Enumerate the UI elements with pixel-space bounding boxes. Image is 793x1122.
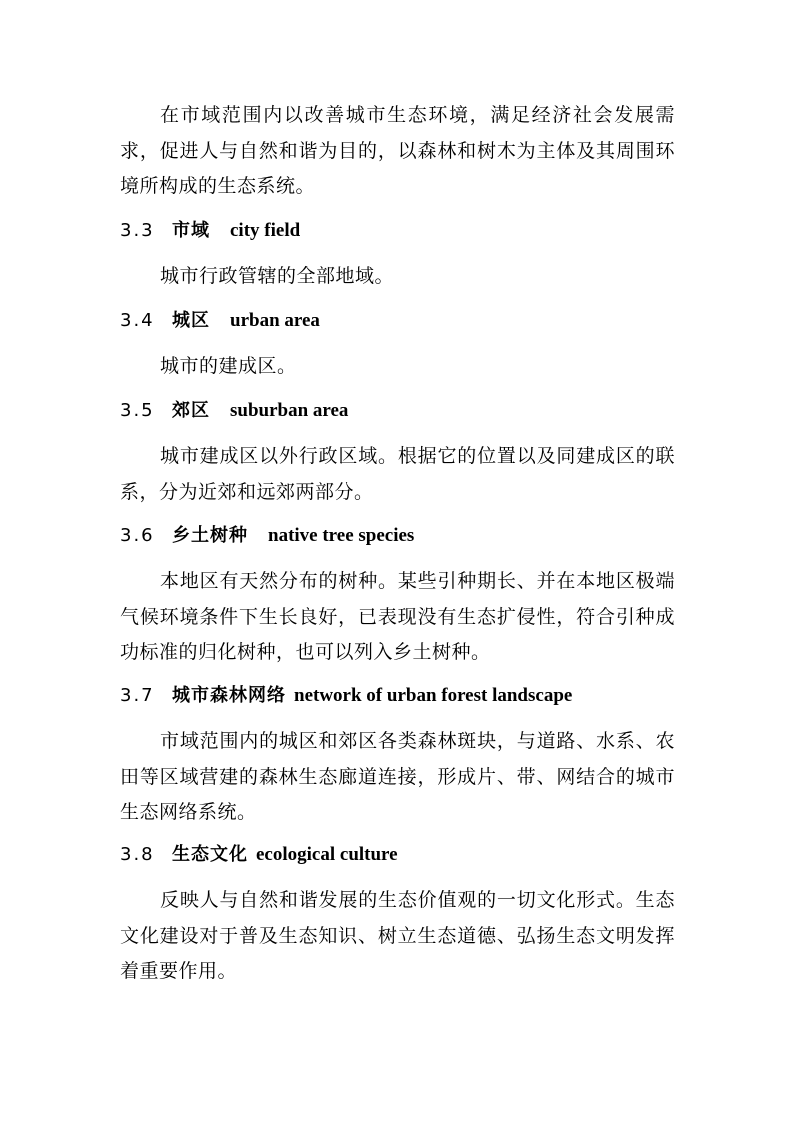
section-definition-3-4: 城市的建成区。 — [160, 355, 297, 377]
section-number: 3.5 — [120, 400, 155, 421]
section-number: 3.7 — [120, 685, 155, 706]
section-heading-3-3 — [120, 219, 300, 243]
term-english: native tree species — [268, 525, 415, 546]
term-chinese: 生态文化 — [172, 844, 248, 865]
section-heading-3-4 — [120, 309, 320, 333]
term-english: network of urban forest landscape — [294, 685, 573, 706]
section-heading-3-7 — [120, 684, 572, 708]
section-heading-3-8 — [120, 843, 398, 867]
section-number: 3.8 — [120, 844, 155, 865]
term-english: urban area — [230, 310, 320, 331]
section-number: 3.3 — [120, 220, 155, 241]
term-chinese: 郊区 — [172, 400, 210, 421]
intro-paragraph: 在市域范围内以改善城市生态环境，满足经济社会发展需求，促进人与自然和谐为目的，以森林和树木为主体及其周围环境所构成的生态系统。 — [120, 104, 675, 197]
term-english: ecological culture — [256, 844, 398, 865]
section-number: 3.6 — [120, 525, 155, 546]
section-definition-3-7: 市域范围内的城区和郊区各类森林斑块，与道路、水系、农田等区域营建的森林生态廊道连接，形成片、带、网结合的城市生态网络系统。 — [120, 730, 675, 823]
section-number: 3.4 — [120, 310, 155, 331]
section-definition-3-6: 本地区有天然分布的树种。某些引种期长、并在本地区极端气候环境条件下生长良好，已表现没有生态扩侵性，符合引种成功标准的归化树种，也可以列入乡土树种。 — [120, 570, 675, 663]
term-chinese: 城区 — [172, 310, 210, 331]
section-definition-3-3: 城市行政管辖的全部地域。 — [160, 265, 395, 287]
term-chinese: 乡土树种 — [172, 525, 248, 546]
term-chinese: 城市森林网络 — [172, 685, 286, 706]
section-heading-3-6 — [120, 524, 414, 548]
section-heading-3-5 — [120, 399, 348, 423]
term-english: suburban area — [230, 400, 349, 421]
section-definition-3-5: 城市建成区以外行政区域。根据它的位置以及同建成区的联系，分为近郊和远郊两部分。 — [120, 445, 675, 503]
section-definition-3-8: 反映人与自然和谐发展的生态价值观的一切文化形式。生态文化建设对于普及生态知识、树立生态道德、弘扬生态文明发挥着重要作用。 — [120, 889, 675, 982]
term-chinese: 市域 — [172, 220, 210, 241]
term-english: city field — [230, 220, 301, 241]
